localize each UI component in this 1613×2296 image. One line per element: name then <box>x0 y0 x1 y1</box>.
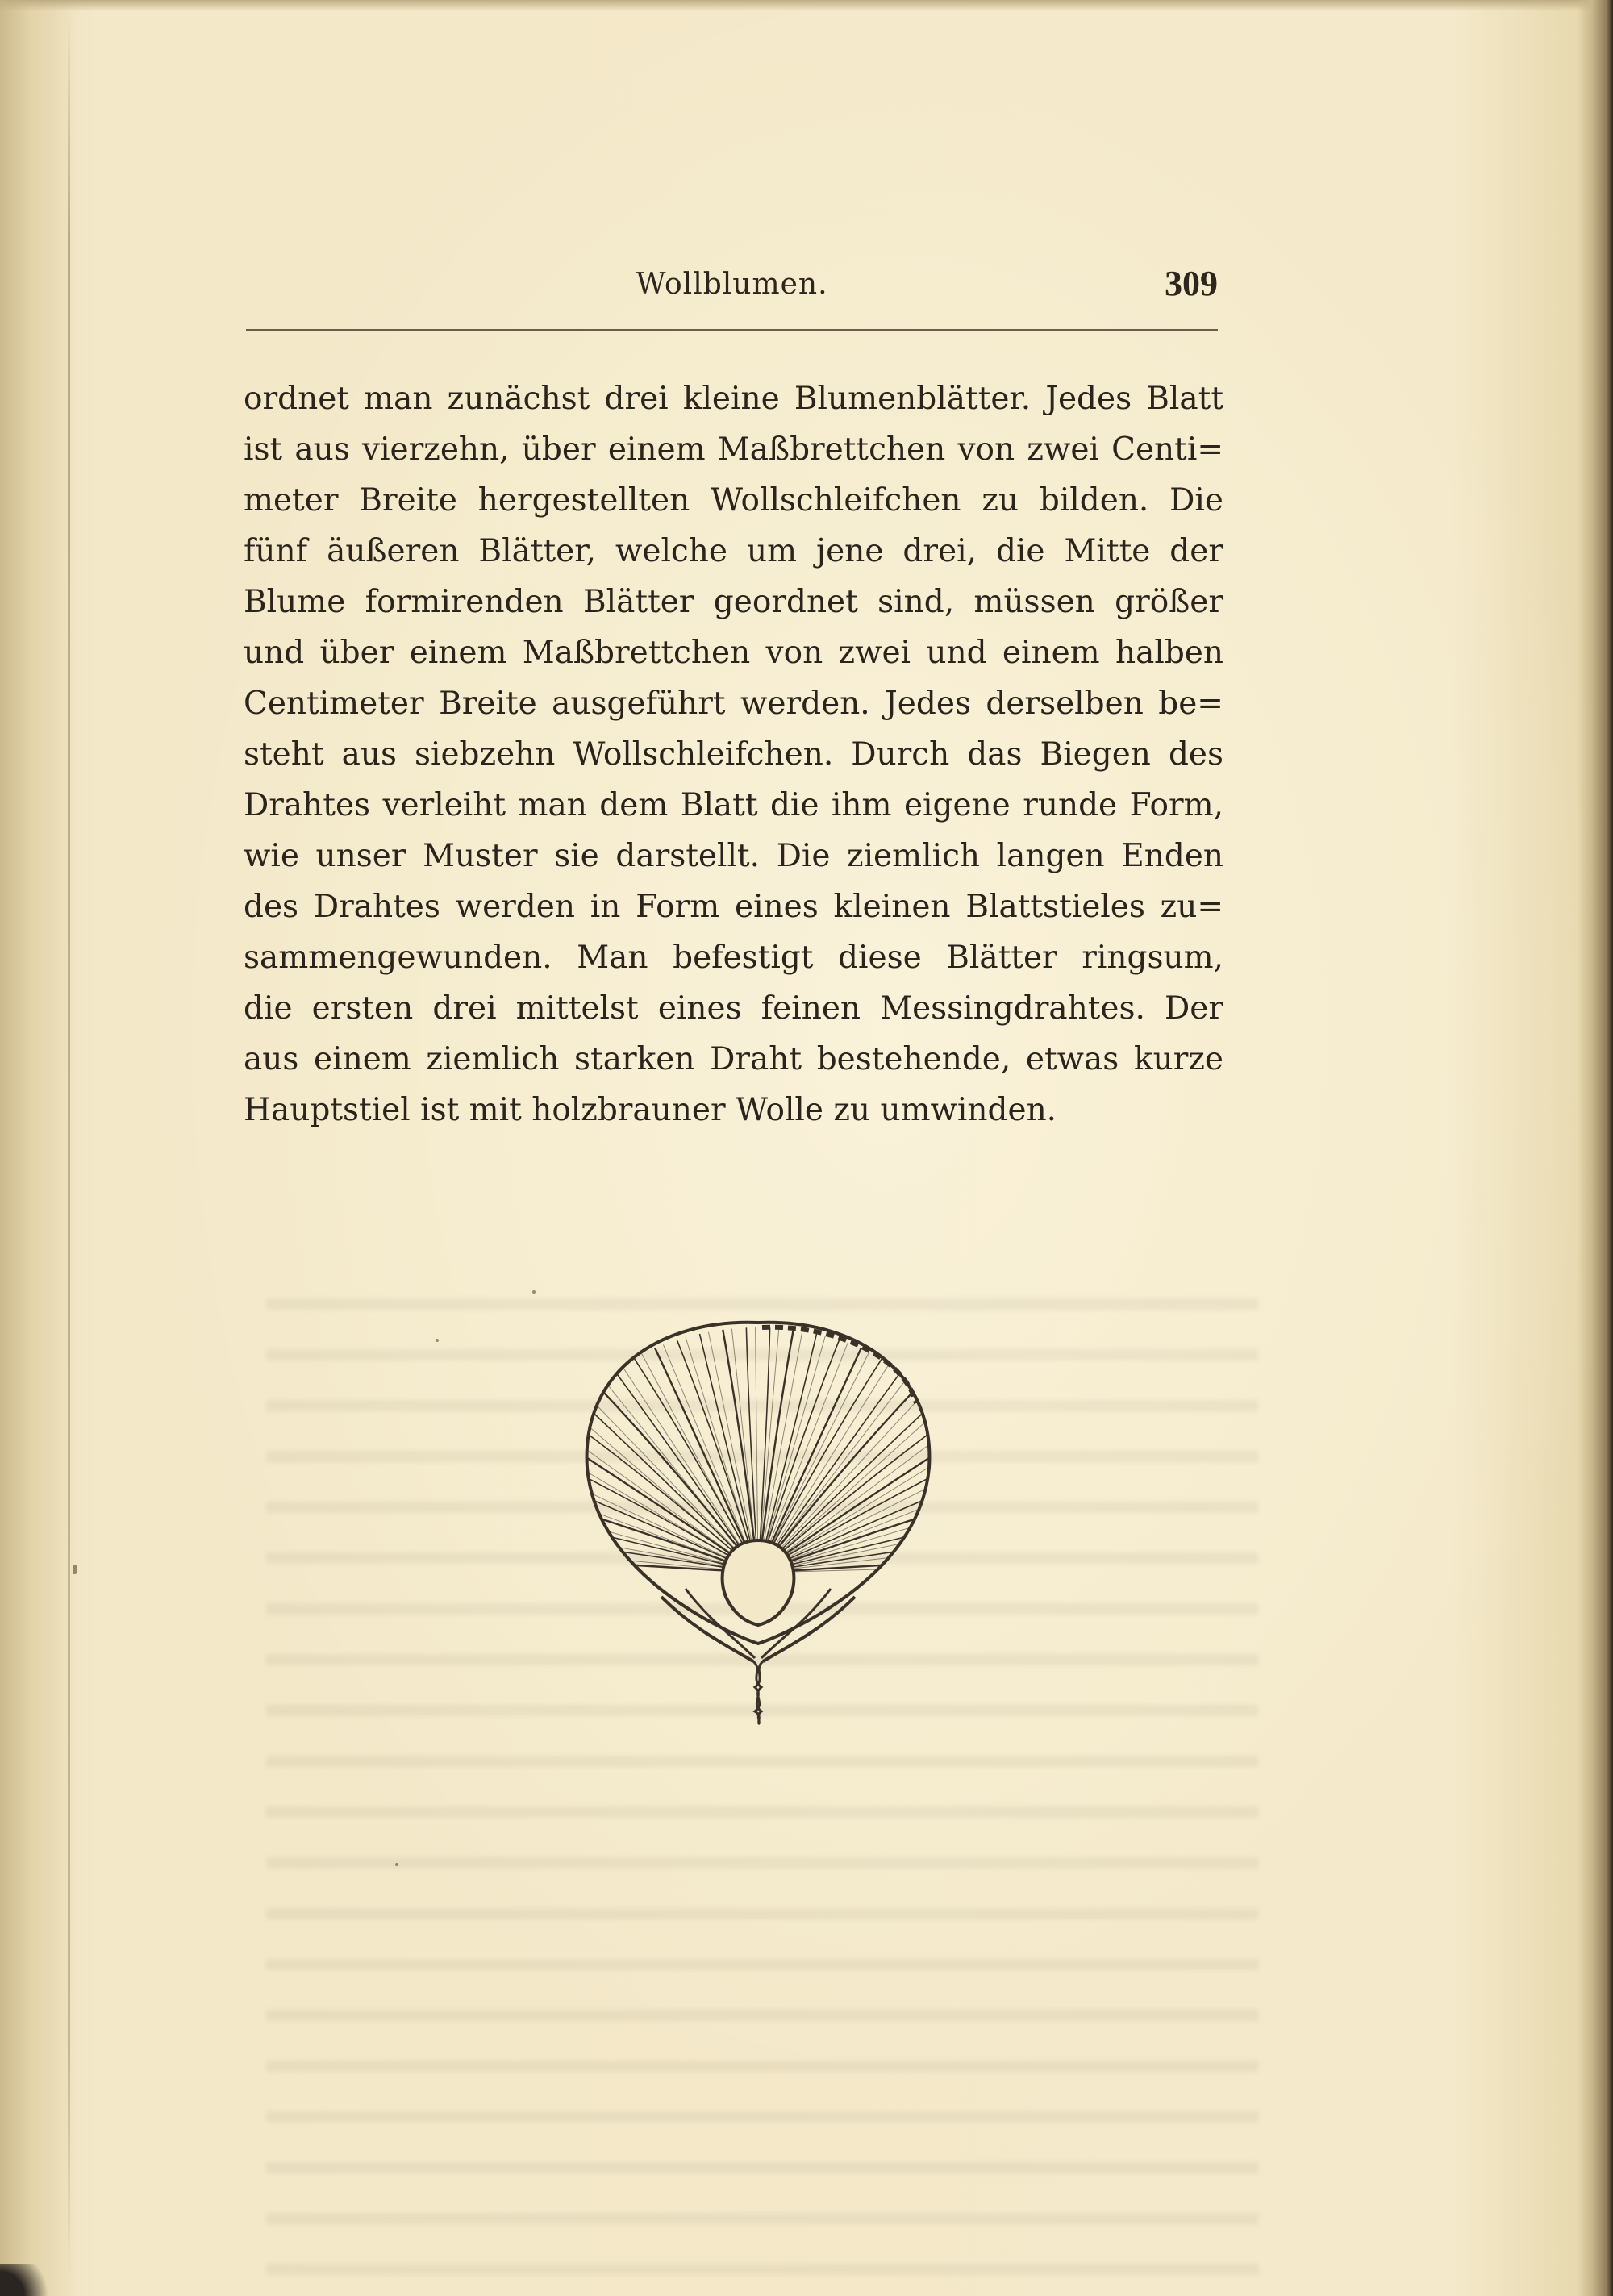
wool-loop-shade <box>758 1362 890 1573</box>
right-page-edge <box>1578 0 1613 2296</box>
text-line: ist aus vierzehn, über einem Maßbrettchen von zwei Centi= <box>244 431 1223 468</box>
text-line: sammengewunden. Man befestigt diese Blätter ringsum, <box>244 940 1223 976</box>
text-line: die ersten drei mittelst eines feinen Messingdrahtes. Der <box>244 990 1223 1027</box>
text-line: und über einem Maßbrettchen von zwei und einem halben <box>244 635 1223 671</box>
text-line: Centimeter Breite ausgeführt werden. Jedes derselben be= <box>244 685 1223 722</box>
paper-speck <box>73 1565 77 1574</box>
text-line: wie unser Muster sie darstellt. Die ziemlich langen Enden <box>244 838 1223 874</box>
twisted-stem <box>753 1661 763 1724</box>
wool-loop-shade <box>758 1389 928 1573</box>
inner-hole <box>723 1540 794 1625</box>
wool-loop-shade <box>731 1329 758 1573</box>
running-title: Wollblumen. <box>636 268 828 301</box>
wool-loops <box>565 1327 952 1573</box>
text-line: aus einem ziemlich starken Draht bestehende, etwas kurze <box>244 1041 1223 1077</box>
paper-speck <box>532 1290 536 1294</box>
leaf-icon <box>565 1306 952 1726</box>
gutter-fold <box>68 16 70 2274</box>
text-line: Drahtes verleiht man dem Blatt die ihm eigene runde Form, <box>244 787 1223 823</box>
header-rule <box>246 329 1218 331</box>
body-paragraph <box>244 373 1223 1135</box>
text-line: Blume formirenden Blätter geordnet sind, müssen größer <box>244 584 1223 620</box>
text-line: meter Breite hergestellten Wollschleifchen zu bilden. Die <box>244 482 1223 519</box>
running-header <box>246 264 1218 332</box>
wool-loop-shade <box>621 1365 758 1573</box>
gutter-shadow <box>0 0 77 2296</box>
text-line: fünf äußeren Blätter, welche um jene drei, die Mitte der <box>244 533 1223 569</box>
text-line: steht aus siebzehn Wollschleifchen. Durch das Biegen des <box>244 736 1223 773</box>
page-number: 309 <box>1165 264 1218 303</box>
wool-loop-shade <box>584 1392 758 1573</box>
text-line: ordnet man zunächst drei kleine Blumenblätter. Jedes Blatt <box>244 381 1223 417</box>
wool-loop-leaf-illustration <box>565 1306 952 1726</box>
paper-speck <box>395 1863 398 1866</box>
wool-loop-shade <box>758 1404 945 1573</box>
text-line: Hauptstiel ist mit holzbrauner Wolle zu umwinden. <box>244 1092 1057 1128</box>
text-line: des Drahtes werden in Form eines kleinen Blattstieles zu= <box>244 889 1223 925</box>
top-page-edge <box>0 0 1613 11</box>
paper-speck <box>436 1339 439 1342</box>
bottom-corner-shadow <box>0 2264 65 2296</box>
